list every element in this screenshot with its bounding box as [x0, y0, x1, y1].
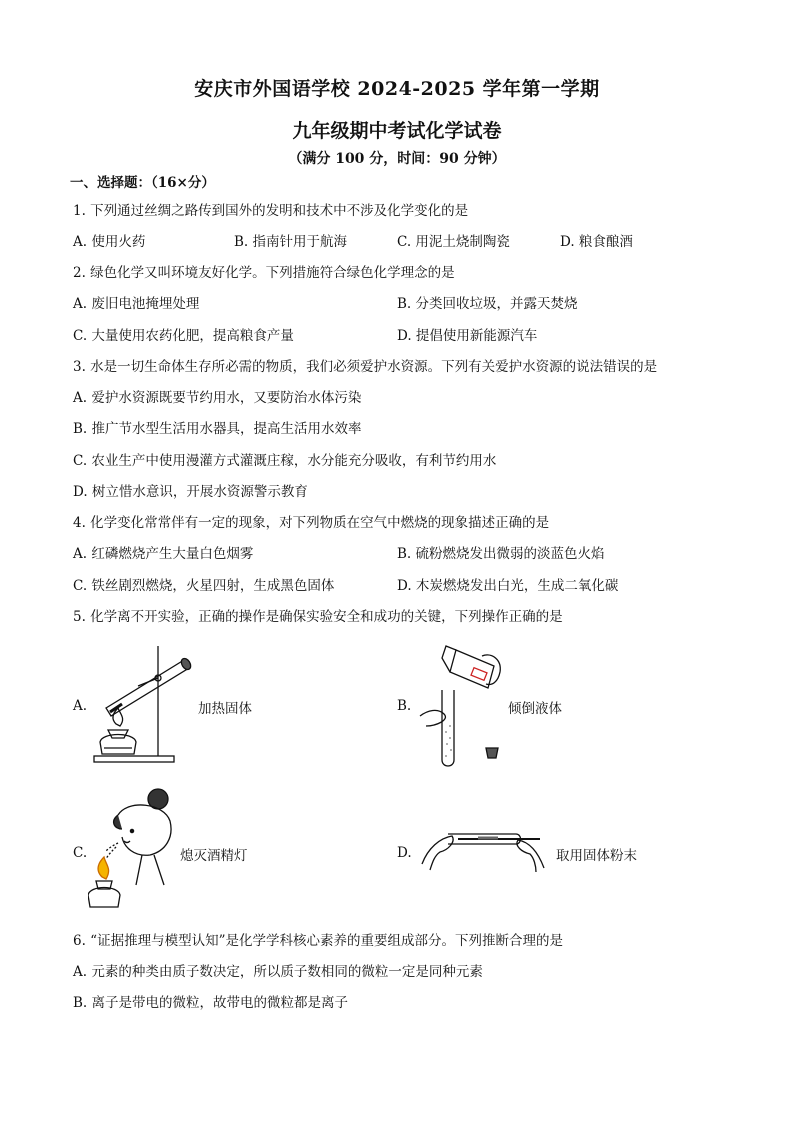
q2-option-b: B. 分类回收垃圾，并露天焚烧 [397, 296, 578, 312]
pouring-liquid-figure [416, 636, 508, 776]
question-3-stem: 3. 水是一切生命体生存所必需的物质，我们必须爱护水资源。下列有关爱护水资源的说法错误的是 [73, 359, 658, 375]
q4-option-b: B. 硫粉燃烧发出微弱的淡蓝色火焰 [397, 546, 605, 562]
q3-option-d: D. 树立惜水意识，开展水资源警示教育 [73, 484, 308, 500]
question-2-stem: 2. 绿色化学又叫环境友好化学。下列措施符合绿色化学理念的是 [73, 265, 455, 281]
q4-option-a: A. 红磷燃烧产生大量白色烟雾 [73, 546, 254, 562]
q4-option-d: D. 木炭燃烧发出白光，生成二氧化碳 [397, 578, 619, 594]
q5-option-a-caption: 加热固体 [198, 701, 252, 717]
taking-powder-figure [418, 808, 548, 878]
q6-option-b: B. 离子是带电的微粒，故带电的微粒都是离子 [73, 995, 349, 1011]
q5-option-a-letter: A. [73, 698, 88, 714]
section-heading-choice: 一、选择题：（16×分） [70, 175, 215, 191]
exam-school-title: 安庆市外国语学校 2024-2025 学年第一学期 [194, 78, 600, 100]
q5-option-d-caption: 取用固体粉末 [556, 848, 637, 864]
q1-option-a: A. 使用火药 [73, 234, 146, 250]
question-5-stem: 5. 化学离不开实验，正确的操作是确保实验安全和成功的关键，下列操作正确的是 [73, 609, 563, 625]
question-1-stem: 1. 下列通过丝绸之路传到国外的发明和技术中不涉及化学变化的是 [73, 203, 469, 219]
exam-score-time-note: （满分 100 分，时间：90 分钟） [288, 151, 506, 167]
q5-option-c-letter: C. [73, 845, 88, 861]
q2-option-d: D. 提倡使用新能源汽车 [397, 328, 538, 344]
heating-solid-figure [88, 638, 198, 768]
q5-option-b-letter: B. [397, 698, 412, 714]
question-4-stem: 4. 化学变化常常伴有一定的现象，对下列物质在空气中燃烧的现象描述正确的是 [73, 515, 550, 531]
exam-subject-title: 九年级期中考试化学试卷 [292, 120, 502, 142]
q3-option-c: C. 农业生产中使用漫灌方式灌溉庄稼，水分能充分吸收，有利节约用水 [73, 453, 497, 469]
q6-option-a: A. 元素的种类由质子数决定，所以质子数相同的微粒一定是同种元素 [73, 964, 483, 980]
q1-option-d: D. 粮食酿酒 [560, 234, 633, 250]
q2-option-c: C. 大量使用农药化肥，提高粮食产量 [73, 328, 294, 344]
question-6-stem: 6. “证据推理与模型认知”是化学学科核心素养的重要组成部分。下列推断合理的是 [73, 933, 563, 949]
q5-option-c-caption: 熄灭酒精灯 [180, 848, 248, 864]
q4-option-c: C. 铁丝剧烈燃烧，火星四射，生成黑色固体 [73, 578, 335, 594]
extinguish-lamp-figure [88, 785, 183, 915]
q5-option-d-letter: D. [397, 845, 412, 861]
q1-option-c: C. 用泥土烧制陶瓷 [397, 234, 510, 250]
q3-option-b: B. 推广节水型生活用水器具，提高生活用水效率 [73, 421, 362, 437]
q5-option-b-caption: 倾倒液体 [508, 701, 562, 717]
q3-option-a: A. 爱护水资源既要节约用水，又要防治水体污染 [73, 390, 362, 406]
q2-option-a: A. 废旧电池掩埋处理 [73, 296, 200, 312]
q1-option-b: B. 指南针用于航海 [234, 234, 348, 250]
